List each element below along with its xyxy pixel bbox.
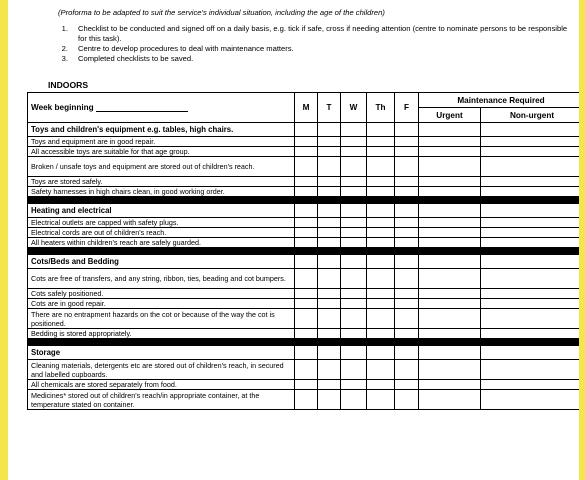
checklist-item-text: Electrical outlets are capped with safety plugs. <box>28 218 295 228</box>
day-check-cell[interactable] <box>395 299 419 309</box>
day-check-cell[interactable] <box>341 238 367 248</box>
check-cell[interactable] <box>341 255 367 269</box>
day-check-cell[interactable] <box>367 137 395 147</box>
day-check-cell[interactable] <box>395 329 419 339</box>
day-check-cell[interactable] <box>395 360 419 380</box>
day-check-cell[interactable] <box>295 147 318 157</box>
maintenance-cell[interactable] <box>481 238 580 248</box>
day-check-cell[interactable] <box>318 218 341 228</box>
day-check-cell[interactable] <box>341 187 367 197</box>
category-title: Cots/Beds and Bedding <box>28 255 295 269</box>
day-check-cell[interactable] <box>367 147 395 157</box>
day-check-cell[interactable] <box>295 157 318 177</box>
day-check-cell[interactable] <box>367 289 395 299</box>
maintenance-header: Maintenance Required <box>419 93 580 108</box>
day-check-cell[interactable] <box>295 238 318 248</box>
proforma-note: (Proforma to be adapted to suit the service's individual situation, including the age of the children) <box>58 8 385 17</box>
checklist-item-text: There are no entrapment hazards on the cot or because of the way the cot is positioned. <box>28 309 295 329</box>
day-check-cell[interactable] <box>395 289 419 299</box>
day-check-cell[interactable] <box>367 238 395 248</box>
day-check-cell[interactable] <box>341 309 367 329</box>
day-check-cell[interactable] <box>295 137 318 147</box>
category-title: Toys and children's equipment e.g. tables, high chairs. <box>28 123 295 137</box>
maintenance-cell[interactable] <box>481 309 580 329</box>
day-check-cell[interactable] <box>341 360 367 380</box>
category-row <box>28 204 580 218</box>
maintenance-cell[interactable] <box>481 380 580 390</box>
checklist-item-row <box>28 289 580 299</box>
day-check-cell[interactable] <box>367 177 395 187</box>
checklist-item-row <box>28 218 580 228</box>
day-check-cell[interactable] <box>395 269 419 289</box>
day-check-cell[interactable] <box>295 390 318 410</box>
instruction-number: 2. <box>61 44 68 53</box>
day-check-cell[interactable] <box>395 380 419 390</box>
day-check-cell[interactable] <box>295 360 318 380</box>
day-check-cell[interactable] <box>318 329 341 339</box>
check-cell[interactable] <box>295 346 318 360</box>
day-check-cell[interactable] <box>395 228 419 238</box>
maintenance-cell[interactable] <box>481 147 580 157</box>
day-check-cell[interactable] <box>367 360 395 380</box>
day-check-cell[interactable] <box>318 177 341 187</box>
maintenance-cell[interactable] <box>481 187 580 197</box>
day-header: W <box>341 93 367 123</box>
divider-bar <box>28 197 580 204</box>
day-check-cell[interactable] <box>318 289 341 299</box>
maintenance-cell[interactable] <box>481 218 580 228</box>
divider-bar <box>28 248 580 255</box>
instruction-number: 3. <box>61 54 68 63</box>
checklist-item-row <box>28 360 580 380</box>
check-cell[interactable] <box>419 255 481 269</box>
day-check-cell[interactable] <box>341 329 367 339</box>
day-check-cell[interactable] <box>341 228 367 238</box>
check-cell[interactable] <box>367 123 395 137</box>
urgent-header: Urgent <box>419 108 481 123</box>
day-check-cell[interactable] <box>395 238 419 248</box>
day-check-cell[interactable] <box>395 147 419 157</box>
check-cell[interactable] <box>318 123 341 137</box>
maintenance-cell[interactable] <box>481 177 580 187</box>
category-title: Heating and electrical <box>28 204 295 218</box>
day-check-cell[interactable] <box>367 157 395 177</box>
check-cell[interactable] <box>395 123 419 137</box>
category-row <box>28 346 580 360</box>
check-cell[interactable] <box>367 204 395 218</box>
checklist-item-text: Broken / unsafe toys and equipment are stored out of children's reach. <box>28 157 295 177</box>
day-check-cell[interactable] <box>367 329 395 339</box>
checklist-item-text: All chemicals are stored separately from food. <box>28 380 295 390</box>
checklist-item-text: Cots safely positioned. <box>28 289 295 299</box>
divider-bar <box>28 339 580 346</box>
check-cell[interactable] <box>395 346 419 360</box>
section-divider <box>28 197 580 204</box>
checklist-item-text: Toys and equipment are in good repair. <box>28 137 295 147</box>
week-beginning-field[interactable] <box>96 103 188 112</box>
checklist-item-row <box>28 147 580 157</box>
maintenance-cell[interactable] <box>419 360 481 380</box>
maintenance-cell[interactable] <box>419 137 481 147</box>
checklist-item-row <box>28 269 580 289</box>
day-check-cell[interactable] <box>295 187 318 197</box>
day-check-cell[interactable] <box>395 177 419 187</box>
instruction-text: Checklist to be conducted and signed off on a daily basis, e.g. tick if safe, cross if needing attention (centre to nominate persons to be responsible for this task). <box>78 24 568 43</box>
day-check-cell[interactable] <box>318 228 341 238</box>
check-cell[interactable] <box>341 123 367 137</box>
maintenance-cell[interactable] <box>481 299 580 309</box>
check-cell[interactable] <box>295 123 318 137</box>
checklist-item-row <box>28 177 580 187</box>
maintenance-cell[interactable] <box>419 238 481 248</box>
day-check-cell[interactable] <box>318 299 341 309</box>
check-cell[interactable] <box>481 255 580 269</box>
checklist-item-row <box>28 157 580 177</box>
maintenance-cell[interactable] <box>419 329 481 339</box>
maintenance-cell[interactable] <box>419 187 481 197</box>
checklist-item-row <box>28 299 580 309</box>
check-cell[interactable] <box>318 255 341 269</box>
day-check-cell[interactable] <box>318 360 341 380</box>
day-check-cell[interactable] <box>341 157 367 177</box>
instruction-number: 1. <box>61 24 68 33</box>
day-check-cell[interactable] <box>395 187 419 197</box>
maintenance-cell[interactable] <box>419 289 481 299</box>
instruction-item <box>48 44 568 54</box>
instruction-item <box>48 24 568 44</box>
instruction-item <box>48 54 568 64</box>
check-cell[interactable] <box>419 204 481 218</box>
check-cell[interactable] <box>395 255 419 269</box>
section-divider <box>28 248 580 255</box>
checklist-item-row <box>28 329 580 339</box>
check-cell[interactable] <box>395 204 419 218</box>
checklist-item-text: Toys are stored safely. <box>28 177 295 187</box>
day-check-cell[interactable] <box>318 147 341 157</box>
day-check-cell[interactable] <box>341 269 367 289</box>
checklist-item-row <box>28 187 580 197</box>
maintenance-cell[interactable] <box>481 329 580 339</box>
day-check-cell[interactable] <box>295 289 318 299</box>
checklist-item-row <box>28 228 580 238</box>
maintenance-cell[interactable] <box>419 157 481 177</box>
maintenance-cell[interactable] <box>419 147 481 157</box>
day-check-cell[interactable] <box>318 380 341 390</box>
section-divider <box>28 339 580 346</box>
section-heading: INDOORS <box>48 80 89 90</box>
day-check-cell[interactable] <box>395 309 419 329</box>
day-check-cell[interactable] <box>367 187 395 197</box>
instruction-text: Completed checklists to be saved. <box>78 54 194 63</box>
maintenance-cell[interactable] <box>481 157 580 177</box>
day-check-cell[interactable] <box>295 380 318 390</box>
maintenance-cell[interactable] <box>481 390 580 410</box>
check-cell[interactable] <box>295 255 318 269</box>
checklist-item-text: Medicines* stored out of children's reach/in appropriate container, at the temperature stated on container. <box>28 390 295 410</box>
maintenance-cell[interactable] <box>419 228 481 238</box>
checklist-item-row <box>28 137 580 147</box>
day-check-cell[interactable] <box>367 218 395 228</box>
day-check-cell[interactable] <box>318 137 341 147</box>
checklist-body <box>28 123 580 410</box>
maintenance-cell[interactable] <box>481 360 580 380</box>
checklist-item-text: Cots are free of transfers, and any string, ribbon, ties, beading and cot bumpers. <box>28 269 295 289</box>
day-check-cell[interactable] <box>367 390 395 410</box>
maintenance-cell[interactable] <box>419 309 481 329</box>
header-row <box>28 93 580 108</box>
day-check-cell[interactable] <box>367 309 395 329</box>
day-check-cell[interactable] <box>395 157 419 177</box>
day-header: F <box>395 93 419 123</box>
day-check-cell[interactable] <box>318 157 341 177</box>
check-cell[interactable] <box>341 346 367 360</box>
day-check-cell[interactable] <box>341 299 367 309</box>
day-check-cell[interactable] <box>395 137 419 147</box>
day-check-cell[interactable] <box>341 289 367 299</box>
checklist-item-row <box>28 380 580 390</box>
day-check-cell[interactable] <box>341 380 367 390</box>
checklist-item-text: Safety harnesses in high chairs clean, in good working order. <box>28 187 295 197</box>
day-check-cell[interactable] <box>341 177 367 187</box>
day-check-cell[interactable] <box>341 390 367 410</box>
maintenance-cell[interactable] <box>419 269 481 289</box>
maintenance-cell[interactable] <box>481 289 580 299</box>
check-cell[interactable] <box>481 346 580 360</box>
check-cell[interactable] <box>318 346 341 360</box>
check-cell[interactable] <box>419 346 481 360</box>
category-title: Storage <box>28 346 295 360</box>
check-cell[interactable] <box>341 204 367 218</box>
week-beginning-cell[interactable] <box>28 93 295 123</box>
check-cell[interactable] <box>419 123 481 137</box>
day-check-cell[interactable] <box>395 390 419 410</box>
week-beginning-label: Week beginning <box>31 103 94 112</box>
maintenance-cell[interactable] <box>481 137 580 147</box>
category-row <box>28 255 580 269</box>
checklist-table <box>27 92 579 410</box>
day-check-cell[interactable] <box>367 228 395 238</box>
day-check-cell[interactable] <box>295 309 318 329</box>
checklist-item-text: Electrical cords are out of children's reach. <box>28 228 295 238</box>
check-cell[interactable] <box>481 204 580 218</box>
check-cell[interactable] <box>295 204 318 218</box>
checklist-item-text: Cots are in good repair. <box>28 299 295 309</box>
checklist-page <box>8 0 579 480</box>
maintenance-cell[interactable] <box>419 218 481 228</box>
instructions-list <box>48 24 568 64</box>
day-check-cell[interactable] <box>318 309 341 329</box>
day-check-cell[interactable] <box>295 228 318 238</box>
day-check-cell[interactable] <box>295 177 318 187</box>
nonurgent-header: Non-urgent <box>481 108 580 123</box>
maintenance-cell[interactable] <box>481 228 580 238</box>
day-header: Th <box>367 93 395 123</box>
day-check-cell[interactable] <box>318 269 341 289</box>
category-row <box>28 123 580 137</box>
checklist-item-text: Cleaning materials, detergents etc are stored out of children's reach, in secured and labelled cupboards. <box>28 360 295 380</box>
day-check-cell[interactable] <box>295 329 318 339</box>
day-check-cell[interactable] <box>341 137 367 147</box>
day-check-cell[interactable] <box>318 238 341 248</box>
day-check-cell[interactable] <box>367 299 395 309</box>
instruction-text: Centre to develop procedures to deal with maintenance matters. <box>78 44 294 53</box>
maintenance-cell[interactable] <box>419 380 481 390</box>
check-cell[interactable] <box>481 123 580 137</box>
checklist-item-text: All accessible toys are suitable for that age group. <box>28 147 295 157</box>
check-cell[interactable] <box>367 346 395 360</box>
maintenance-cell[interactable] <box>419 177 481 187</box>
day-header: T <box>318 93 341 123</box>
day-check-cell[interactable] <box>367 269 395 289</box>
maintenance-cell[interactable] <box>419 299 481 309</box>
checklist-item-row <box>28 390 580 410</box>
check-cell[interactable] <box>318 204 341 218</box>
day-check-cell[interactable] <box>318 390 341 410</box>
day-check-cell[interactable] <box>395 218 419 228</box>
checklist-item-row <box>28 309 580 329</box>
day-check-cell[interactable] <box>341 218 367 228</box>
checklist-item-text: All heaters within children's reach are safely guarded. <box>28 238 295 248</box>
checklist-item-row <box>28 238 580 248</box>
checklist-item-text: Bedding is stored appropriately. <box>28 329 295 339</box>
day-check-cell[interactable] <box>318 187 341 197</box>
maintenance-cell[interactable] <box>419 390 481 410</box>
day-check-cell[interactable] <box>367 380 395 390</box>
day-check-cell[interactable] <box>295 299 318 309</box>
check-cell[interactable] <box>367 255 395 269</box>
day-header: M <box>295 93 318 123</box>
day-check-cell[interactable] <box>341 147 367 157</box>
day-check-cell[interactable] <box>295 218 318 228</box>
maintenance-cell[interactable] <box>481 269 580 289</box>
day-check-cell[interactable] <box>295 269 318 289</box>
